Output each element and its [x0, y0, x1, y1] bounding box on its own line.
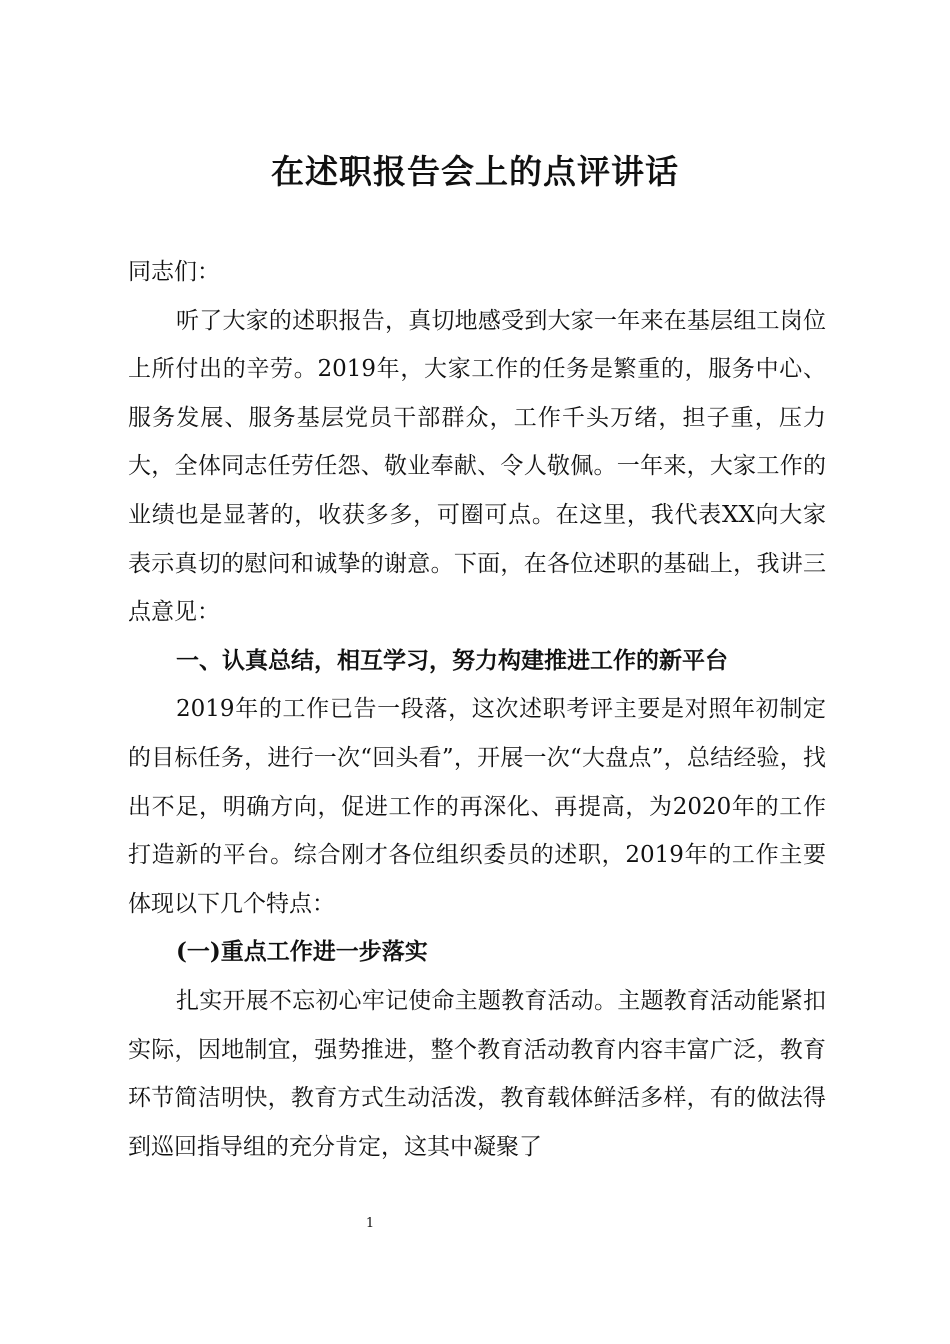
- paragraph-education: 扎实开展不忘初心牢记使命主题教育活动。主题教育活动能紧扣实际，因地制宜，强势推进，整个教育活动教育内容丰富广泛，教育环节简洁明快，教育方式生动活泼，教育载体鲜活多样，有的做法得到巡回指导组的充分肯定，这其中凝聚了: [128, 987, 826, 1160]
- document-title: 在述职报告会上的点评讲话: [271, 152, 679, 191]
- document-body: [128, 248, 826, 1171]
- salutation: 同志们：: [128, 259, 220, 285]
- subsection-heading-1: (一)重点工作进一步落实: [176, 938, 428, 966]
- paragraph-intro: 听了大家的述职报告，真切地感受到大家一年来在基层组工岗位上所付出的辛劳。2019年，大家工作的任务是繁重的，服务中心、服务发展、服务基层党员干部群众，工作千头万绪，担子重，压力大，全体同志任劳任怨、敬业奉献、令人敬佩。一年来，大家工作的业绩也是显著的，收获多多，可圈可点。在这里，我代表XX向大家表示真切的慰问和诚挚的谢意。下面，在各位述职的基础上，我讲三点意见：: [128, 307, 826, 626]
- paragraph-summary: 2019年的工作已告一段落，这次述职考评主要是对照年初制定的目标任务，进行一次“回头看”，开展一次“大盘点”，总结经验，找出不足，明确方向，促进工作的再深化、再提高，为2020年的工作打造新的平台。综合刚才各位组织委员的述职，2019年的工作主要体现以下几个特点：: [128, 696, 826, 917]
- section-heading-1: 一、认真总结，相互学习，努力构建推进工作的新平台: [176, 647, 728, 674]
- page-number: 1: [365, 1216, 375, 1231]
